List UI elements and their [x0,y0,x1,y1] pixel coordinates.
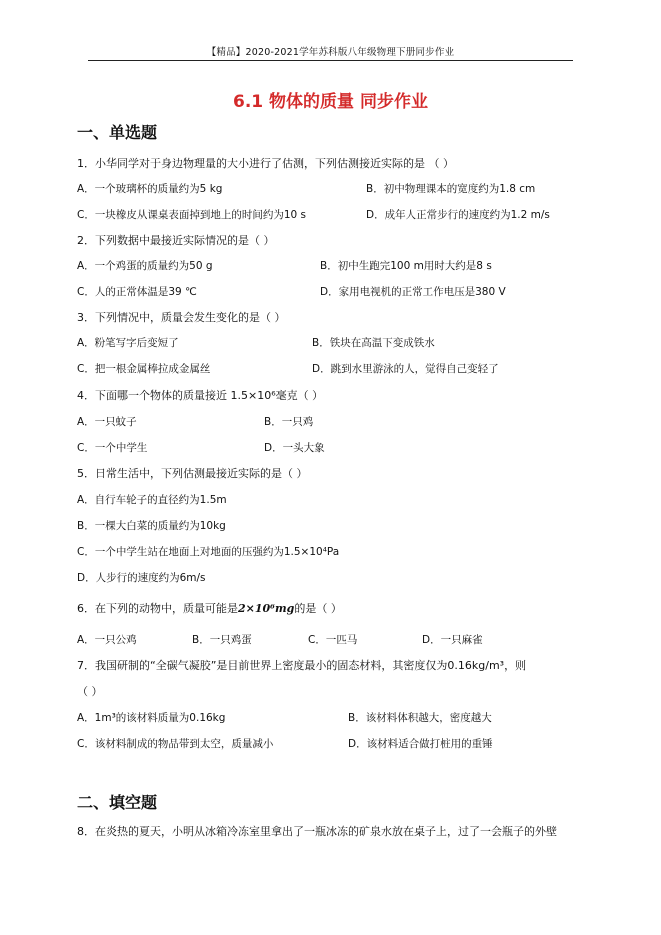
question-4-option-a: A．一只蚊子 [77,416,137,428]
question-6-mass-expression: 2×10⁶mg [238,602,295,615]
question-6-option-a: A．一只公鸡 [77,634,137,646]
question-5-option-a: A．自行车轮子的直径约为1.5m [77,494,227,506]
question-5-option-c: C．一个中学生站在地面上对地面的压强约为1.5×10⁴Pa [77,546,340,558]
question-3-option-d: D．跳到水里游泳的人，觉得自己变轻了 [312,363,499,375]
question-7-option-d: D．该材料适合做打桩用的重锤 [348,738,493,750]
question-6-option-b: B．一只鸡蛋 [192,634,252,646]
question-1-option-d: D．成年人正常步行的速度约为1.2 m/s [366,209,550,221]
question-7-option-c: C．该材料制成的物品带到太空，质量减小 [77,738,274,750]
question-4-stem: 4．下面哪一个物体的质量接近 1.5×10⁶毫克（ ） [77,389,324,402]
question-3-option-b: B．铁块在高温下变成铁水 [312,337,435,349]
question-2-option-d: D．家用电视机的正常工作电压是380 V [320,286,506,298]
page-header: 【精品】2020-2021学年苏科版八年级物理下册同步作业 [206,47,455,58]
question-8-stem: 8．在炎热的夏天，小明从冰箱冷冻室里拿出了一瓶冰冻的矿泉水放在桌子上，过了一会瓶子的外壁 [77,825,557,838]
question-7-stem: 7．我国研制的“全碳气凝胶”是目前世界上密度最小的固态材料，其密度仅为0.16kg/m³，则 [77,659,527,672]
question-5-option-b: B．一棵大白菜的质量约为10kg [77,520,226,532]
question-1-option-b: B．初中物理课本的宽度约为1.8 cm [366,183,536,195]
question-3-option-a: A．粉笔写字后变短了 [77,337,179,349]
question-5-option-d: D．人步行的速度约为6m/s [77,572,206,584]
question-1-stem: 1．小华同学对于身边物理量的大小进行了估测，下列估测接近实际的是 （ ） [77,157,454,170]
question-7-option-a: A．1m³的该材料质量为0.16kg [77,712,226,724]
question-7-option-b: B．该材料体积越大，密度越大 [348,712,492,724]
question-6-option-d: D．一只麻雀 [422,634,483,646]
question-3-option-c: C．把一根金属棒拉成金属丝 [77,363,211,375]
question-4-option-c: C．一个中学生 [77,442,148,454]
question-6-option-c: C．一匹马 [308,634,358,646]
question-6-stem [77,600,342,616]
question-1-option-a: A．一个玻璃杯的质量约为5 kg [77,183,223,195]
question-6-stem-prefix: 6．在下列的动物中，质量可能是 [77,602,238,615]
question-5-stem: 5．日常生活中，下列估测最接近实际的是（ ） [77,467,308,480]
question-2-option-b: B．初中生跑完100 m用时大约是8 s [320,260,492,272]
question-3-stem: 3．下列情况中，质量会发生变化的是（ ） [77,311,286,324]
question-6-stem-suffix: 的是（ ） [294,602,342,615]
section-heading-fill-in: 二、填空题 [77,793,158,812]
question-4-option-d: D．一头大象 [264,442,325,454]
question-4-option-b: B．一只鸡 [264,416,314,428]
question-2-stem: 2．下列数据中最接近实际情况的是（ ） [77,234,275,247]
question-2-option-a: A．一个鸡蛋的质量约为50 g [77,260,213,272]
question-2-option-c: C．人的正常体温是39 ℃ [77,286,197,298]
question-7-stem-bracket: （ ） [77,685,103,698]
document-title: 6.1 物体的质量 同步作业 [233,92,428,112]
header-rule [88,60,573,61]
question-1-option-c: C．一块橡皮从课桌表面掉到地上的时间约为10 s [77,209,306,221]
section-heading-single-choice: 一、单选题 [77,123,158,142]
